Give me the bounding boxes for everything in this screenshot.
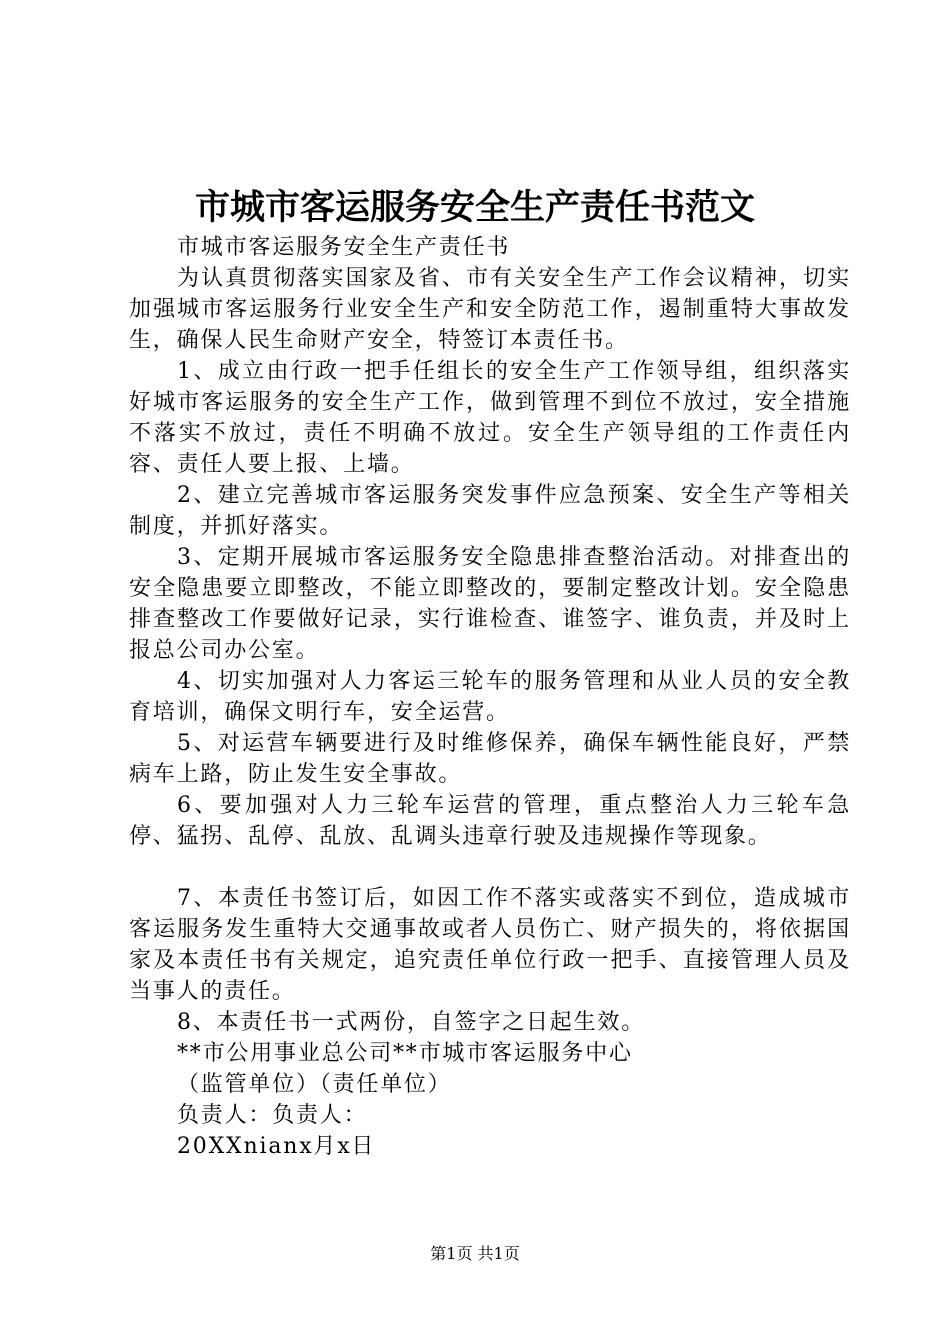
document-body <box>129 232 851 1162</box>
date-line: 20XXnianx月x日 <box>177 1134 376 1159</box>
clause-2-paragraph: 2、建立完善城市客运服务突发事件应急预案、安全生产等相关制度，并抓好落实。 <box>129 483 851 539</box>
page-number-footer: 第1页 共1页 <box>430 1244 520 1263</box>
clause-8-paragraph: 8、本责任书一式两份，自签字之日起生效。 <box>177 1010 645 1035</box>
party-roles-line: （监管单位）（责任单位） <box>177 1072 452 1097</box>
signatories-line: 负责人：负责人： <box>177 1103 368 1128</box>
document-title: 市城市客运服务安全生产责任书范文 <box>194 187 755 228</box>
intro-paragraph: 为认真贯彻落实国家及省、市有关安全生产工作会议精神，切实加强城市客运服务行业安全生产和安全防范工作，遏制重特大事故发生，确保人民生命财产安全，特签订本责任书。 <box>129 266 851 353</box>
clause-3-paragraph: 3、定期开展城市客运服务安全隐患排查整治活动。对排查出的安全隐患要立即整改，不能立即整改的，要制定整改计划。安全隐患排查整改工作要做好记录，实行谁检查、谁签字、谁负责，并及时上报总公司办公室。 <box>129 545 851 663</box>
clause-6-paragraph: 6、要加强对人力三轮车运营的管理，重点整治人力三轮车急停、猛拐、乱停、乱放、乱调头违章行驶及违规操作等现象。 <box>129 793 851 849</box>
clause-1-paragraph: 1、成立由行政一把手任组长的安全生产工作领导组，组织落实好城市客运服务的安全生产工作，做到管理不到位不放过，安全措施不落实不放过，责任不明确不放过。安全生产领导组的工作责任内容、责任人要上报、上墙。 <box>129 359 851 477</box>
clause-7-paragraph: 7、本责任书签订后，如因工作不落实或落实不到位，造成城市客运服务发生重特大交通事故或者人员伤亡、财产损失的，将依据国家及本责任书有关规定，追究责任单位行政一把手、直接管理人员及当事人的责任。 <box>129 886 851 1004</box>
subtitle-paragraph: 市城市客运服务安全生产责任书 <box>177 235 511 260</box>
clause-5-paragraph: 5、对运营车辆要进行及时维修保养，确保车辆性能良好，严禁病车上路，防止发生安全事故。 <box>129 731 851 787</box>
blank-line <box>129 852 851 883</box>
clause-4-paragraph: 4、切实加强对人力客运三轮车的服务管理和从业人员的安全教育培训，确保文明行车，安全运营。 <box>129 669 851 725</box>
parties-line: **市公用事业总公司**市城市客运服务中心 <box>177 1041 633 1066</box>
